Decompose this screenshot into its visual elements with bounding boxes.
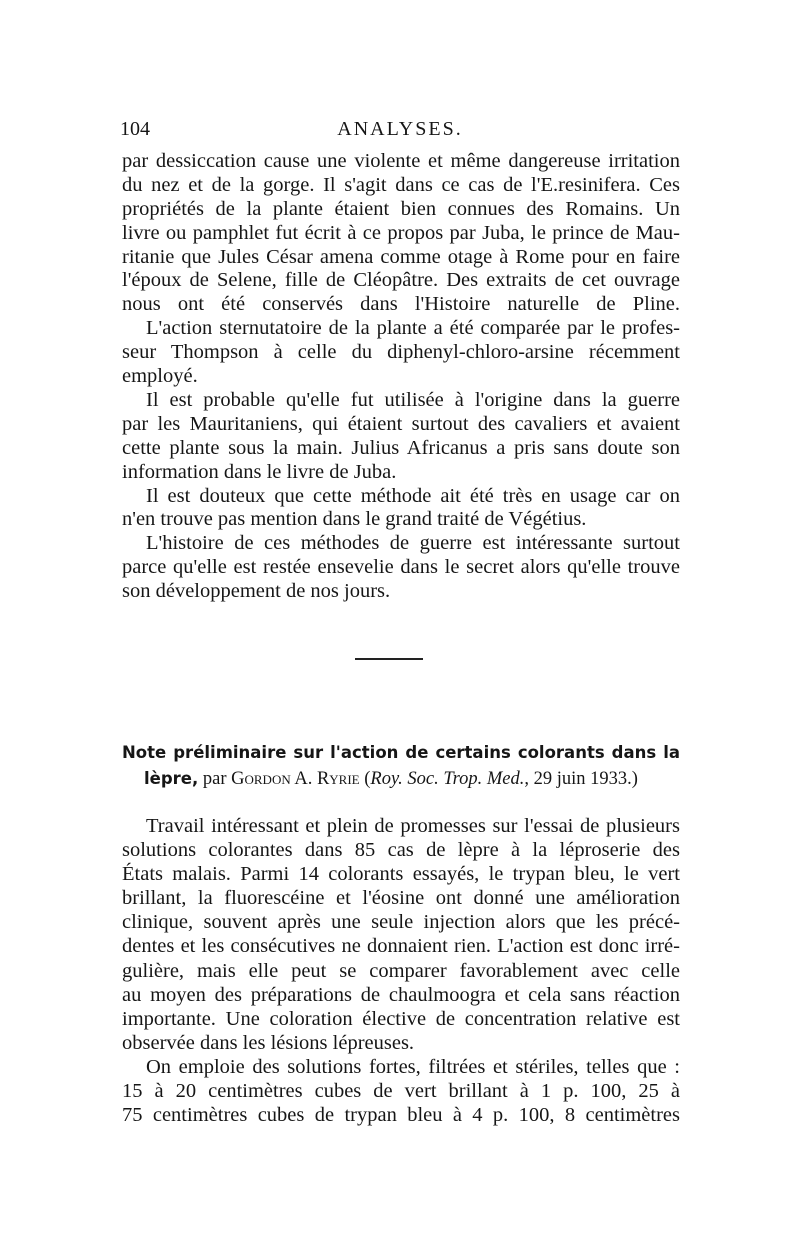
text-line: ritanie que Jules César amena comme otage à Rome pour en faire <box>122 245 680 268</box>
text-line: par dessiccation cause une violente et même dangereuse irritation <box>122 150 680 172</box>
section-1-body <box>122 150 680 604</box>
text-line: brillant, la fluorescéine et l'éosine ont donné une amélioration <box>122 887 680 910</box>
text-line: information dans le livre de Juba. <box>122 460 397 483</box>
article-title-end: lèpre, <box>144 769 199 788</box>
text-line: clinique, souvent après une seule injection alors que les précé- <box>122 911 680 934</box>
text-line: livre ou pamphlet fut écrit à ce propos par Juba, le prince de Mau- <box>122 221 680 244</box>
text-line: 75 centimètres cubes de trypan bleu à 4 p. 100, 8 centimètres <box>122 1104 680 1127</box>
text-line: seur Thompson à celle du diphenyl-chloro-arsine récemment <box>122 341 680 364</box>
text-line: du nez et de la gorge. Il s'agit dans ce cas de l'E.resinifera. Ces <box>122 173 680 196</box>
text-line: Il est douteux que cette méthode ait été très en usage car on <box>146 484 680 507</box>
running-title: ANALYSES. <box>337 118 463 140</box>
text-line: Il est probable qu'elle fut utilisée à l'origine dans la guerre <box>146 388 680 411</box>
text-line: importante. Une coloration élective de concentration relative est <box>122 1007 680 1030</box>
text-line: gulière, mais elle peut se comparer favorablement avec celle <box>122 959 680 982</box>
citation-open: ( <box>364 769 371 789</box>
text-line: au moyen des préparations de chaulmoogra et cela sans réaction <box>122 983 680 1006</box>
text-line: employé. <box>122 365 198 388</box>
text-line: l'époux de Selene, fille de Cléopâtre. Des extraits de cet ouvrage <box>122 269 680 292</box>
text-line: L'histoire de ces méthodes de guerre est intéressante surtout <box>146 532 680 555</box>
section-divider <box>355 658 423 660</box>
text-line: 15 à 20 centimètres cubes de vert brillant à 1 p. 100, 25 à <box>122 1080 680 1103</box>
text-line: nous ont été conservés dans l'Histoire naturelle de Pline. <box>122 293 680 316</box>
text-line: L'action sternutatoire de la plante a été comparée par le profes- <box>146 317 680 340</box>
page-number: 104 <box>120 118 150 140</box>
running-header <box>120 116 680 142</box>
text-line: Travail intéressant et plein de promesses sur l'essai de plusieurs <box>146 815 680 837</box>
article-title-line-2 <box>122 766 680 792</box>
text-line: son développement de nos jours. <box>122 580 391 603</box>
publication-date: , 29 juin 1933.) <box>524 769 638 789</box>
text-line: cette plante sous la main. Julius Africanus a pris sans doute son <box>122 436 680 459</box>
article-title-line-1: Note préliminaire sur l'action de certains colorants dans la <box>122 743 680 762</box>
text-line: parce qu'elle est restée ensevelie dans le secret alors qu'elle trouve <box>122 556 680 579</box>
journal-name: Roy. Soc. Trop. Med. <box>370 769 525 789</box>
author-name: Gordon A. Ryrie <box>231 769 360 789</box>
text-line: solutions colorantes dans 85 cas de lèpre à la léproserie des <box>122 839 680 862</box>
text-line: propriétés de la plante étaient bien connues des Romains. Un <box>122 197 680 220</box>
text-line: n'en trouve pas mention dans le grand traité de Végétius. <box>122 508 587 531</box>
article-body <box>122 814 680 1127</box>
article-heading <box>122 740 680 792</box>
by-word: par <box>202 769 227 789</box>
text-line: États malais. Parmi 14 colorants essayés, le trypan bleu, le vert <box>122 863 680 886</box>
text-line: dentes et les consécutives ne donnaient rien. L'action est donc irré- <box>122 935 680 958</box>
text-line: par les Mauritaniens, qui étaient surtout des cavaliers et avaient <box>122 412 680 435</box>
text-line: observée dans les lésions lépreuses. <box>122 1031 415 1054</box>
text-line: On emploie des solutions fortes, filtrées et stériles, telles que : <box>146 1055 680 1078</box>
